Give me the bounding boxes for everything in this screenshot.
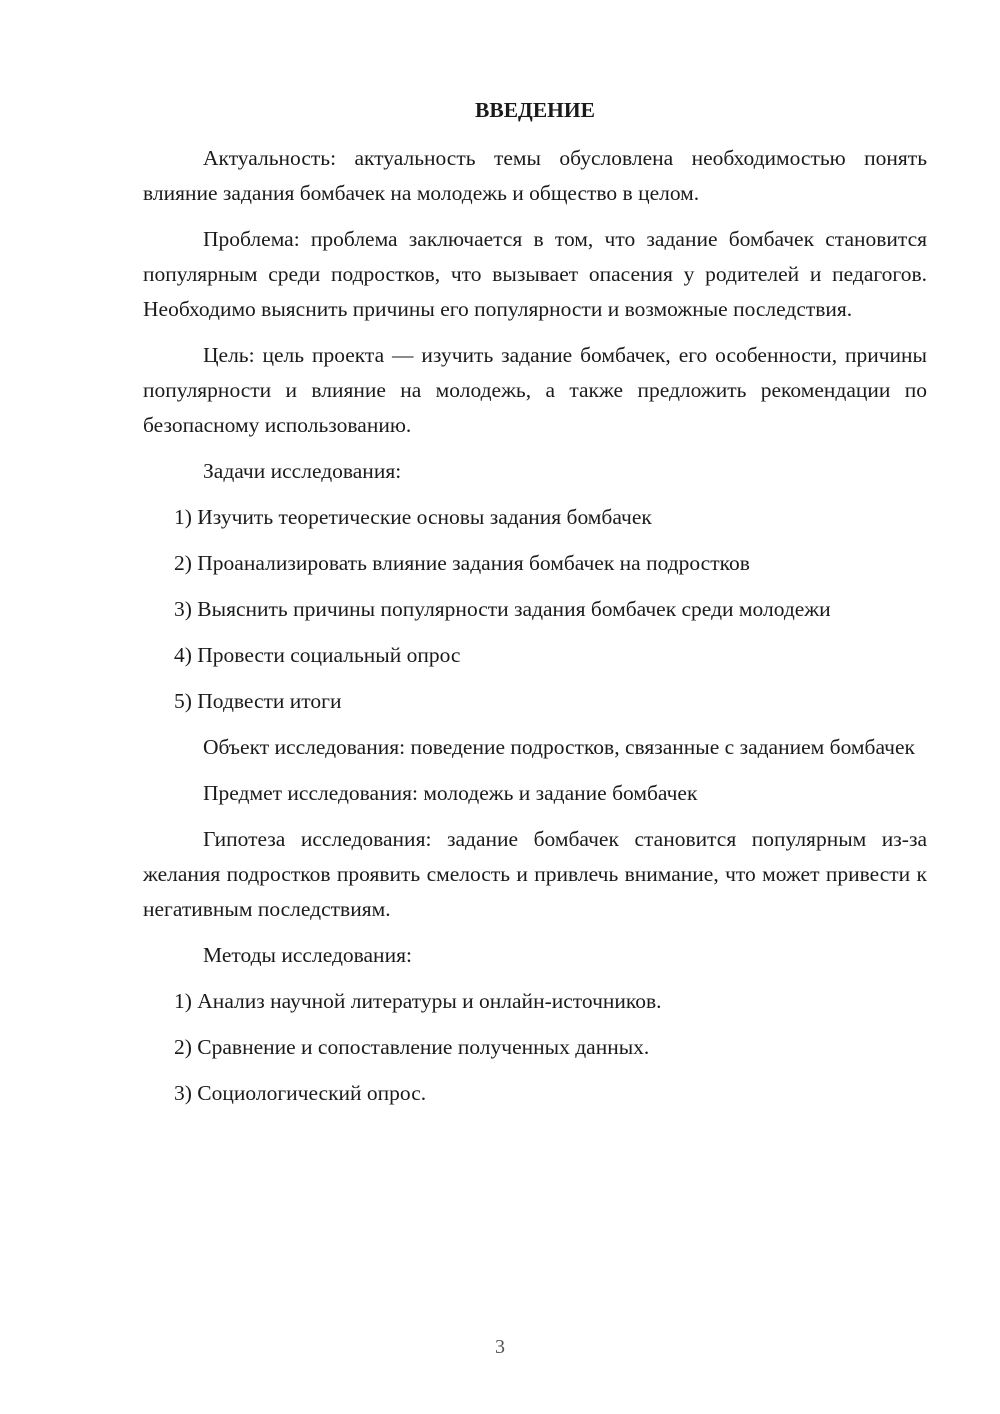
task-item: 3) Выяснить причины популярности задания бомбачек среди молодежи	[174, 597, 831, 621]
document-body	[143, 95, 927, 1122]
method-item: 2) Сравнение и сопоставление полученных данных.	[174, 1035, 650, 1059]
tasks-title: Задачи исследования:	[203, 459, 402, 483]
task-item: 4) Провести социальный опрос	[174, 643, 461, 667]
page-number: 3	[495, 1336, 505, 1358]
task-item: 2) Проанализировать влияние задания бомбачек на подростков	[174, 551, 750, 575]
section-heading: ВВЕДЕНИЕ	[475, 98, 595, 122]
problem-paragraph: Проблема: проблема заключается в том, что задание бомбачек становится популярным среди подростков, что вызывает опасения у родителей и педагогов. Необходимо выяснить причины его популярности и возможные последствия.	[143, 227, 927, 321]
method-item: 1) Анализ научной литературы и онлайн-источников.	[174, 989, 662, 1013]
task-item: 5) Подвести итоги	[174, 689, 342, 713]
subject-paragraph: Предмет исследования: молодежь и задание бомбачек	[203, 781, 698, 805]
method-item: 3) Социологический опрос.	[174, 1081, 427, 1105]
methods-title: Методы исследования:	[203, 943, 412, 967]
goal-paragraph: Цель: цель проекта — изучить задание бомбачек, его особенности, причины популярности и влияние на молодежь, а также предложить рекомендации по безопасному использованию.	[143, 343, 927, 437]
relevance-paragraph: Актуальность: актуальность темы обусловлена необходимостью понять влияние задания бомбачек на молодежь и общество в целом.	[143, 146, 927, 205]
object-paragraph: Объект исследования: поведение подростков, связанные с заданием бомбачек	[203, 735, 915, 759]
task-item: 1) Изучить теоретические основы задания бомбачек	[174, 505, 652, 529]
hypothesis-paragraph: Гипотеза исследования: задание бомбачек становится популярным из-за желания подростков проявить смелость и привлечь внимание, что может привести к негативным последствиям.	[143, 827, 927, 921]
